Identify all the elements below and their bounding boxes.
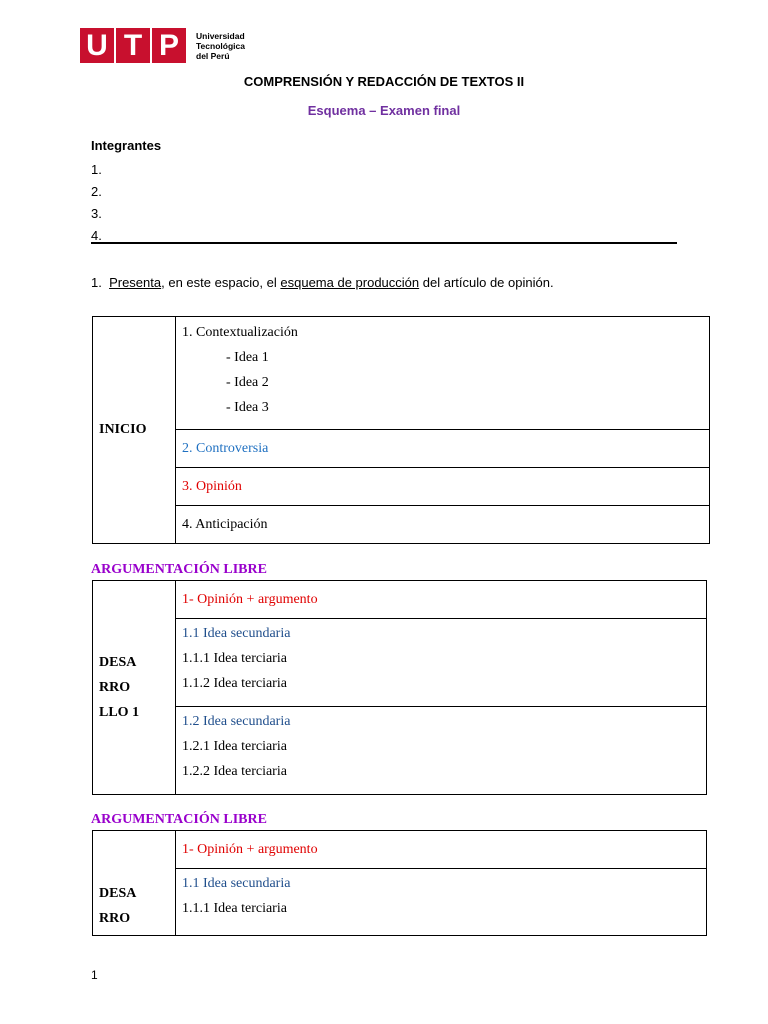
anticipacion-text: 4. Anticipación xyxy=(182,516,268,532)
instruction-part3: esquema de producción xyxy=(280,275,420,290)
logo-text-line: Tecnológica xyxy=(196,40,245,51)
idea-secundaria-cell xyxy=(176,707,707,795)
opinion-argumento-cell xyxy=(176,831,707,869)
idea-terciaria: 1.1.1 Idea terciaria xyxy=(182,651,287,666)
instruction-number: 1. xyxy=(91,275,102,290)
idea-terciaria: 1.2.1 Idea terciaria xyxy=(182,739,287,754)
idea-secundaria: 1.1 Idea secundaria xyxy=(182,876,291,891)
anticipacion-cell xyxy=(176,506,710,544)
page-subtitle: Esquema – Examen final xyxy=(307,103,461,118)
idea-terciaria: 1.1.2 Idea terciaria xyxy=(182,676,287,691)
utp-logo xyxy=(80,28,245,63)
desarrollo2-table xyxy=(92,830,707,936)
inicio-table xyxy=(92,316,710,544)
opinion-argumento-text: 1- Opinión + argumento xyxy=(182,591,318,607)
logo-letter-p: P xyxy=(152,28,186,63)
desarrollo2-label-line: DESA xyxy=(99,886,137,901)
inicio-label: INICIO xyxy=(93,317,176,544)
desarrollo1-label-line: DESA xyxy=(99,655,137,670)
opinion-argumento-cell xyxy=(176,581,707,619)
idea-item: - Idea 1 xyxy=(226,350,269,365)
member-item: 4. xyxy=(91,228,102,243)
members-label: Integrantes xyxy=(91,138,162,153)
desarrollo1-table xyxy=(92,580,707,795)
idea-secundaria-cell xyxy=(176,869,707,936)
desarrollo2-label-line: RRO xyxy=(99,911,131,926)
idea-terciaria: 1.2.2 Idea terciaria xyxy=(182,764,287,779)
member-item: 3. xyxy=(91,206,102,221)
desarrollo1-label-line: LLO 1 xyxy=(99,705,140,720)
idea-secundaria-cell xyxy=(176,619,707,707)
members-list xyxy=(91,138,161,247)
logo-letter-u: U xyxy=(80,28,114,63)
controversia-text: 2. Controversia xyxy=(182,440,269,456)
logo-text-line: del Perú xyxy=(196,50,230,61)
contextualizacion-cell xyxy=(176,317,710,430)
page-title: COMPRENSIÓN Y REDACCIÓN DE TEXTOS II xyxy=(243,74,525,89)
contextualizacion-title: 1. Contextualización xyxy=(182,325,298,340)
instruction-part2: , en este espacio, el xyxy=(161,275,281,290)
idea-secundaria: 1.2 Idea secundaria xyxy=(182,714,291,729)
opinion-text: 3. Opinión xyxy=(182,478,242,494)
instruction-part4: del artículo de opinión. xyxy=(419,275,554,290)
page-number: 1 xyxy=(91,968,98,982)
idea-terciaria: 1.1.1 Idea terciaria xyxy=(182,901,287,916)
desarrollo1-label-line: RRO xyxy=(99,680,131,695)
instruction xyxy=(91,275,554,290)
instruction-part1: Presenta xyxy=(109,275,162,290)
controversia-cell xyxy=(176,430,710,468)
idea-item: - Idea 2 xyxy=(226,375,269,390)
member-item: 1. xyxy=(91,162,102,177)
opinion-argumento-text: 1- Opinión + argumento xyxy=(182,841,318,857)
divider-line xyxy=(91,242,677,244)
section-label: ARGUMENTACIÓN LIBRE xyxy=(91,812,267,827)
logo-letter-t: T xyxy=(116,28,150,63)
desarrollo1-label xyxy=(93,581,176,795)
desarrollo2-label xyxy=(93,831,176,936)
member-item: 2. xyxy=(91,184,102,199)
idea-item: - Idea 3 xyxy=(226,400,269,415)
opinion-cell xyxy=(176,468,710,506)
idea-secundaria: 1.1 Idea secundaria xyxy=(182,626,291,641)
logo-text xyxy=(196,31,245,61)
logo-text-line: Universidad xyxy=(196,30,245,41)
section-label: ARGUMENTACIÓN LIBRE xyxy=(91,562,267,577)
